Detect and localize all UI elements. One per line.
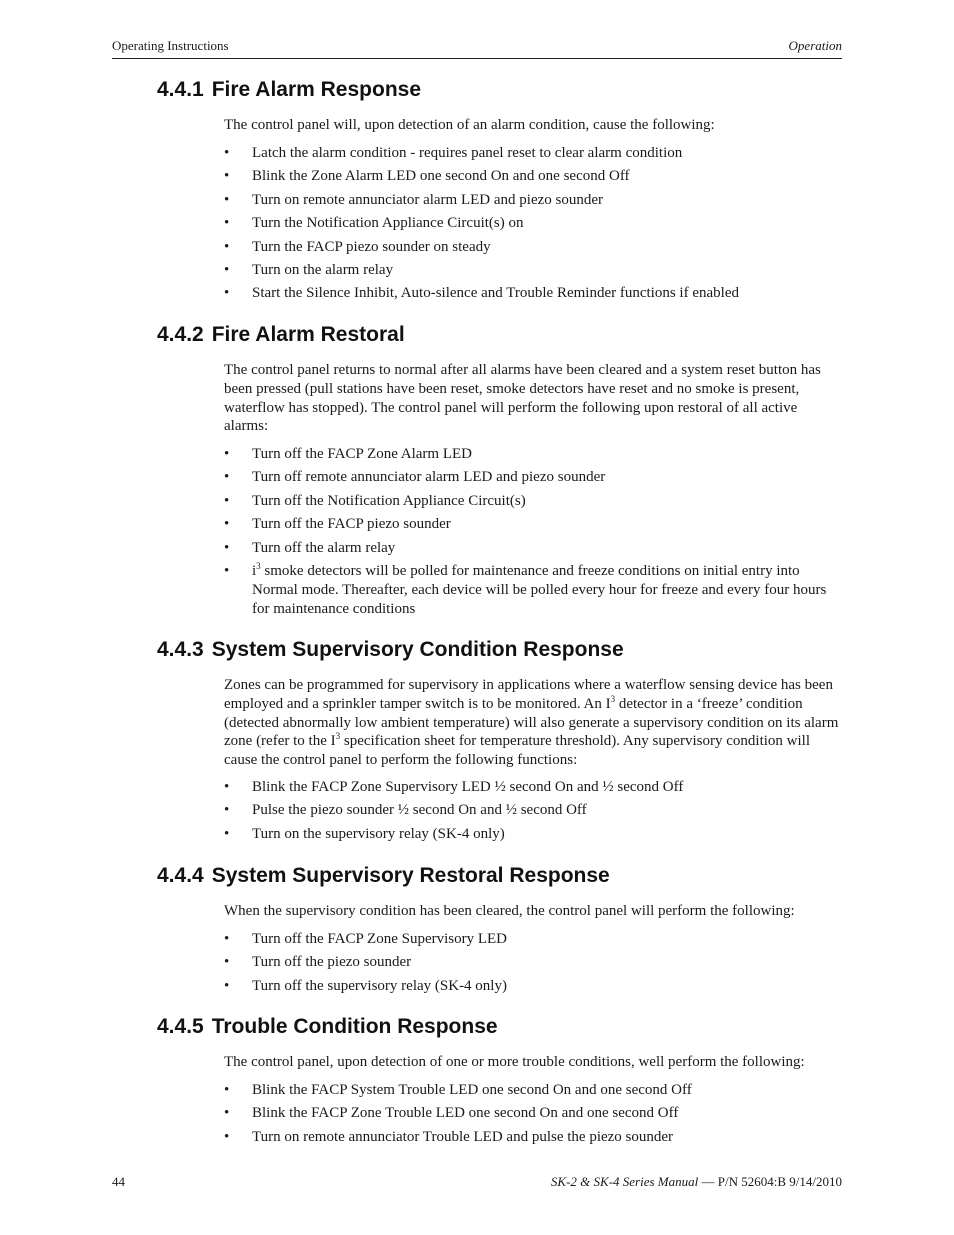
- page-header: [112, 38, 842, 59]
- list-item: • Turn on remote annunciator alarm LED and piezo sounder: [224, 191, 604, 208]
- header-section: Operation: [788, 38, 842, 53]
- bullet-list: [224, 778, 840, 848]
- bullet-list: [224, 930, 840, 1000]
- footer-manual-info: SK-2 & SK-4 Series Manual — P/N 52604:B 9/14/2010: [550, 1174, 842, 1189]
- list-item: • Blink the FACP Zone Trouble LED one second On and one second Off: [224, 1105, 679, 1122]
- list-item: • Turn on the alarm relay: [224, 261, 394, 278]
- list-item: • Turn the FACP piezo sounder on steady: [224, 238, 491, 255]
- list-item: • Turn off the alarm relay: [224, 539, 396, 556]
- section-heading-4-4-3: 4.4.3 System Supervisory Condition Response: [157, 638, 624, 661]
- section-intro: The control panel will, upon detection of an alarm condition, cause the following:: [224, 117, 715, 133]
- section-intro: When the supervisory condition has been cleared, the control panel will perform the following:: [224, 903, 795, 919]
- list-item: • Turn off the supervisory relay (SK-4 only): [224, 977, 507, 994]
- list-item: • Turn on the supervisory relay (SK-4 only): [224, 825, 505, 842]
- bullet-list: [224, 144, 840, 308]
- list-item: • Turn off the Notification Appliance Circuit(s): [224, 492, 526, 509]
- list-item: • $i^3$ smoke detectors will be polled for maintenance and freeze conditions on initial entry into Normal mode. Thereafter, each device will be polled every hour for freeze and every four hours for maintenance conditions: [224, 560, 827, 617]
- list-item: • Start the Silence Inhibit, Auto-silence and Trouble Reminder functions if enabled: [224, 285, 739, 302]
- list-item: • Turn on remote annunciator Trouble LED and pulse the piezo sounder: [224, 1128, 674, 1145]
- list-item: • Blink the Zone Alarm LED one second On and one second Off: [224, 168, 630, 185]
- section-intro: The control panel returns to normal after all alarms have been cleared and a system reset button has been pressed (pull stations have been reset, smoke detectors have reset and no smoke is present, waterflow has stopped). The control panel will perform the following upon restoral of all active alarms:: [224, 362, 821, 435]
- section-heading-4-4-2: 4.4.2 Fire Alarm Restoral: [157, 323, 405, 346]
- list-item: • Blink the FACP Zone Supervisory LED ½ second On and ½ second Off: [224, 779, 684, 795]
- bullet-list: [224, 1081, 840, 1151]
- list-item: • Turn the Notification Appliance Circuit(s) on: [224, 215, 524, 232]
- list-item: • Blink the FACP System Trouble LED one second On and one second Off: [224, 1082, 692, 1098]
- section-heading-4-4-5: 4.4.5 Trouble Condition Response: [157, 1015, 498, 1038]
- bullet-list: [224, 445, 840, 623]
- section-intro: Zones can be programmed for supervisory in applications where a waterflow sensing device has been employed and a sprinkler tamper switch is to be monitored. An $I^3$ detector in a ‘freeze’ condition (detected abnormally low ambient temperature) will also generate a supervisory condition on its alarm zone (refer to the $I^3$ specification sheet for temperature threshold). Any supervisory condition will cause the control panel to perform the following functions:: [224, 677, 839, 769]
- list-item: • Turn off the FACP Zone Alarm LED: [224, 446, 472, 462]
- list-item: • Pulse the piezo sounder ½ second On and ½ second Off: [224, 802, 587, 819]
- section-intro: The control panel, upon detection of one or more trouble conditions, well perform the following:: [224, 1054, 805, 1070]
- section-heading-4-4-4: 4.4.4 System Supervisory Restoral Response: [157, 864, 610, 887]
- list-item: • Turn off the piezo sounder: [224, 954, 412, 971]
- page-number: 44: [112, 1174, 125, 1189]
- list-item: • Latch the alarm condition - requires panel reset to clear alarm condition: [224, 145, 683, 161]
- header-chapter: Operating Instructions: [112, 38, 229, 53]
- section-heading-4-4-1: 4.4.1 Fire Alarm Response: [157, 78, 422, 101]
- list-item: • Turn off remote annunciator alarm LED and piezo sounder: [224, 469, 606, 486]
- list-item: • Turn off the FACP piezo sounder: [224, 516, 451, 533]
- list-item: • Turn off the FACP Zone Supervisory LED: [224, 931, 507, 947]
